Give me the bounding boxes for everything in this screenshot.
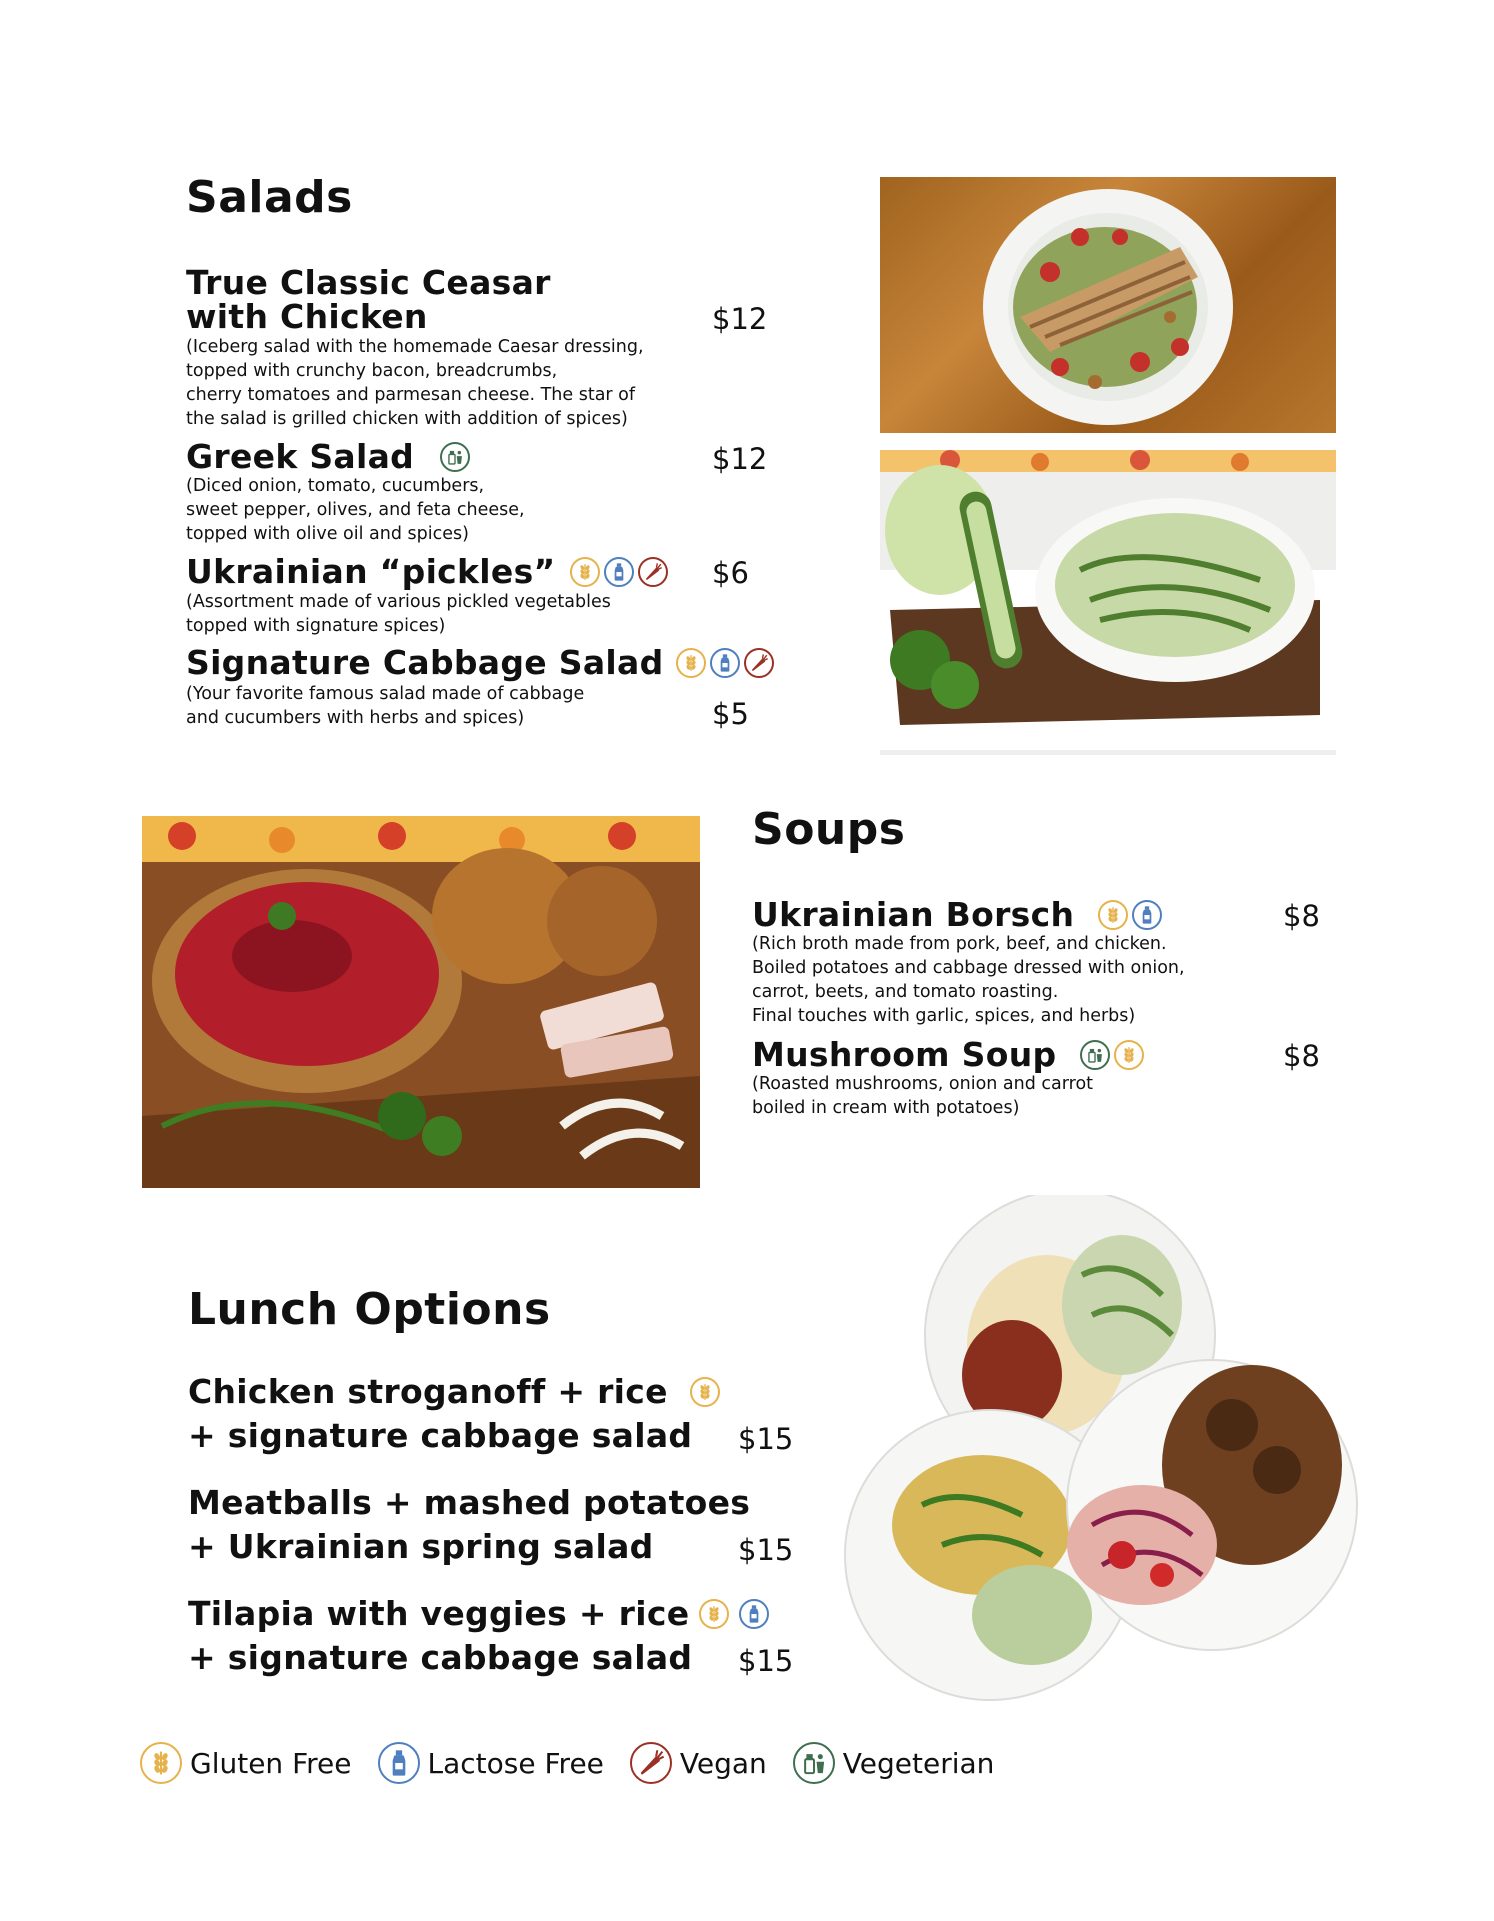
lactose-free-icon [1132, 900, 1162, 930]
menu-item-name: Ukrainian “pickles” [186, 552, 556, 591]
menu-item-row [186, 552, 668, 591]
diet-legend [140, 1742, 1020, 1784]
menu-item-name: Ukrainian Borsch [752, 895, 1075, 934]
lunch-item-name: Chicken stroganoff + rice [188, 1372, 668, 1411]
gluten-free-icon [699, 1599, 729, 1629]
vegan-icon [744, 648, 774, 678]
lunch-item-side: + Ukrainian spring salad [188, 1527, 654, 1566]
lunch-item-name: Tilapia with veggies + rice [188, 1594, 690, 1633]
menu-item-price: $12 [712, 302, 768, 336]
menu-item-description: (Diced onion, tomato, cucumbers, sweet pepper, olives, and feta cheese, topped with olive oil and spices) [186, 476, 525, 544]
gluten-free-icon [1098, 900, 1128, 930]
menu-item-price: $8 [1283, 1039, 1320, 1073]
lunch-item-name: Meatballs + mashed potatoes [188, 1483, 751, 1522]
menu-item-row [186, 643, 774, 682]
menu-item-row [752, 895, 1162, 934]
lactose-free-icon [604, 557, 634, 587]
menu-item-price: $8 [1283, 899, 1320, 933]
legend-label: Gluten Free [190, 1746, 352, 1780]
menu-item-description: (Rich broth made from pork, beef, and chicken. Boiled potatoes and cabbage dressed with onion, carrot, beets, and tomato roasting. Final touches with garlic, spices, and herbs) [752, 934, 1185, 1026]
menu-item-description: (Your favorite famous salad made of cabbage and cucumbers with herbs and spices) [186, 684, 585, 728]
menu-item-name: True Classic Ceasar [186, 263, 551, 302]
legend-label: Vegeterian [842, 1746, 995, 1780]
gluten-free-icon [676, 648, 706, 678]
vegetarian-icon [793, 1742, 835, 1784]
lunch-plates-photo [822, 1195, 1362, 1705]
menu-item-name: with Chicken [186, 297, 428, 336]
menu-item-name: Signature Cabbage Salad [186, 643, 664, 682]
lactose-free-icon [739, 1599, 769, 1629]
legend-item-lactose-free [378, 1742, 604, 1784]
menu-item-description: (Roasted mushrooms, onion and carrot boiled in cream with potatoes) [752, 1074, 1094, 1118]
vegetarian-icon [1080, 1040, 1110, 1070]
legend-item-vegetarian [793, 1742, 995, 1784]
legend-item-vegan [630, 1742, 767, 1784]
menu-item-price: $5 [712, 697, 749, 731]
vegetarian-icon [440, 442, 470, 472]
legend-item-gluten-free [140, 1742, 352, 1784]
gluten-free-icon [570, 557, 600, 587]
menu-item-row [186, 437, 470, 476]
lunch-item-price: $15 [738, 1533, 794, 1567]
lunch-item-price: $15 [738, 1422, 794, 1456]
borsch-photo [142, 816, 700, 1188]
caesar-salad-photo [880, 177, 1336, 433]
gluten-free-icon [1114, 1040, 1144, 1070]
menu-item-description: (Iceberg salad with the homemade Caesar dressing, topped with crunchy bacon, breadcrumbs, cherry tomatoes and parmesan cheese. The star of the salad is grilled chicken with addition of spices) [186, 337, 644, 429]
lunch-item-price: $15 [738, 1644, 794, 1678]
vegan-icon [638, 557, 668, 587]
salads-heading: Salads [186, 172, 353, 223]
menu-item-name: Mushroom Soup [752, 1035, 1057, 1074]
lactose-free-icon [710, 648, 740, 678]
lunch-item-row [188, 1370, 720, 1414]
legend-label: Lactose Free [427, 1746, 604, 1780]
gluten-free-icon [690, 1377, 720, 1407]
cabbage-salad-photo [880, 450, 1336, 755]
menu-item-name: Greek Salad [186, 437, 415, 476]
vegan-icon [630, 1742, 672, 1784]
lunch-item-side: + signature cabbage salad [188, 1416, 693, 1455]
lunch-item-side: + signature cabbage salad [188, 1638, 693, 1677]
lunch-item-row [188, 1592, 769, 1636]
menu-item-price: $12 [712, 442, 768, 476]
legend-label: Vegan [679, 1746, 767, 1780]
menu-item-description: (Assortment made of various pickled vegetables topped with signature spices) [186, 592, 611, 636]
gluten-free-icon [140, 1742, 182, 1784]
lunch-heading: Lunch Options [188, 1284, 551, 1335]
soups-heading: Soups [752, 804, 906, 855]
menu-item-price: $6 [712, 556, 749, 590]
lactose-free-icon [378, 1742, 420, 1784]
menu-item-row [752, 1035, 1144, 1074]
